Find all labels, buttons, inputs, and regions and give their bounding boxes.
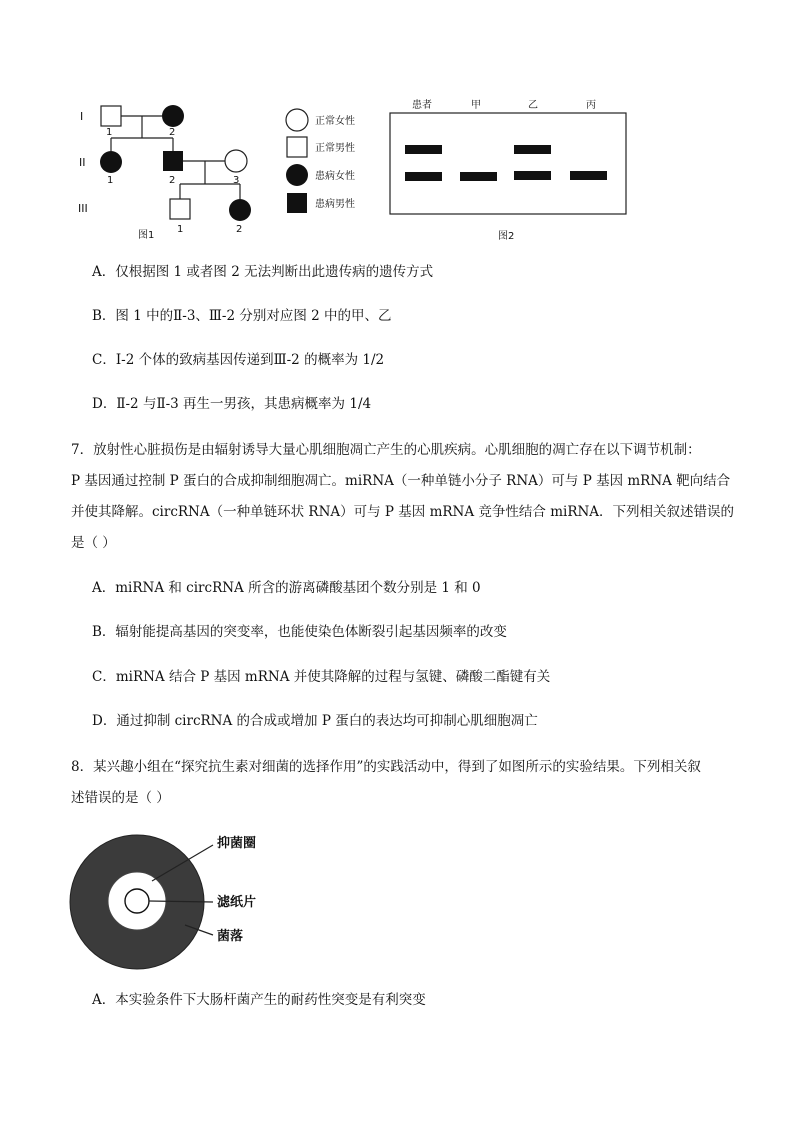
legend-affected-male-icon (287, 193, 307, 213)
pedigree-caption: 图1 (138, 230, 155, 241)
q8-stem-line-2: 述错误的是（ ） (71, 790, 170, 806)
pedigree-num-III-1: 1 (177, 224, 184, 235)
pedigree-III-1-normal-male (170, 199, 190, 219)
q7-stem-line-4: 是（ ） (71, 535, 116, 551)
legend-affected-female-icon (286, 164, 308, 186)
gel-band-yi-upper (514, 145, 551, 154)
pedigree-legend (286, 109, 355, 213)
q8-stem-line-1: 8．某兴趣小组在“探究抗生素对细菌的选择作用”的实践活动中，得到了如图所示的实验结果。下列相关叙 (71, 759, 701, 775)
gel-lane-label-bing: 丙 (586, 100, 596, 111)
pedigree-I-2-affected-female (162, 105, 184, 127)
pedigree-III-2-affected-female (229, 199, 251, 221)
gel-lane-label-jia: 甲 (471, 100, 481, 111)
q7-stem (71, 435, 734, 559)
q6-option-d: D．Ⅱ-2 与Ⅱ-3 再生一男孩，其患病概率为 1/4 (92, 396, 372, 412)
label-filter-paper: 滤纸片 (217, 895, 257, 910)
gel-frame (390, 113, 626, 214)
q7-stem-line-2: P 基因通过控制 P 蛋白的合成抑制细胞凋亡。miRNA（一种单链小分子 RNA）可与 P 基因 mRNA 靶向结合 (71, 473, 731, 489)
legend-affected-male-label: 患病男性 (315, 199, 355, 210)
q7-option-d: D．通过抑制 circRNA 的合成或增加 P 蛋白的表达均可抑制心肌细胞凋亡 (92, 713, 538, 729)
q7-option-a: A．miRNA 和 circRNA 所含的游离磷酸基团个数分别是 1 和 0 (92, 580, 481, 596)
gel-band-bing-lower (570, 171, 607, 180)
legend-normal-female-icon (286, 109, 308, 131)
pedigree-chart (78, 105, 251, 241)
legend-normal-female-label: 正常女性 (315, 116, 355, 127)
gel-lane-label-patient: 患者 (412, 100, 432, 111)
gel-band-patient-upper (405, 145, 442, 154)
pedigree-I-1-normal-male (101, 106, 121, 126)
q8-option-a: A．本实验条件下大肠杆菌产生的耐药性突变是有利突变 (92, 992, 426, 1008)
q7-option-c: C．miRNA 结合 P 基因 mRNA 并使其降解的过程与氢键、磷酸二酯键有关 (92, 669, 551, 685)
q7-option-b: B．辐射能提高基因的突变率，也能使染色体断裂引起基因频率的改变 (92, 624, 507, 640)
pedigree-num-II-1: 1 (107, 175, 114, 186)
gel-electrophoresis (390, 98, 626, 242)
q6-option-b: B．图 1 中的Ⅱ-3、Ⅲ-2 分别对应图 2 中的甲、乙 (92, 308, 392, 324)
q7-stem-line-1: 7．放射性心脏损伤是由辐射诱导大量心肌细胞凋亡产生的心肌疾病。心肌细胞的凋亡存在以下调节机制： (71, 442, 701, 458)
pedigree-num-I-2: 2 (169, 127, 176, 138)
gel-caption: 图2 (498, 231, 515, 242)
filter-paper-disc (125, 889, 149, 913)
pedigree-num-II-2: 2 (169, 175, 176, 186)
pedigree-num-III-2: 2 (236, 224, 243, 235)
gel-lane-label-yi: 乙 (528, 100, 538, 111)
label-inhibition-zone: 抑菌圈 (217, 836, 257, 851)
q7-stem-line-3: 并使其降解。circRNA（一种单链环状 RNA）可与 P 基因 mRNA 竞争性结合 miRNA．下列相关叙述错误的 (71, 504, 735, 520)
q8-stem (71, 752, 701, 814)
generation-label-III: III (78, 202, 88, 215)
generation-label-I: I (80, 110, 84, 123)
pedigree-II-1-affected-female (100, 151, 122, 173)
legend-affected-female-label: 患病女性 (315, 171, 355, 182)
gel-band-yi-lower (514, 171, 551, 180)
petri-dish-diagram (70, 835, 256, 969)
pedigree-II-2-affected-male (163, 151, 183, 171)
gel-band-jia-lower (460, 172, 497, 181)
pedigree-num-II-3: 3 (233, 175, 240, 186)
gel-band-patient-lower (405, 172, 442, 181)
label-colony: 菌落 (217, 929, 244, 944)
q6-option-c: C．Ⅰ-2 个体的致病基因传递到Ⅲ-2 的概率为 1/2 (92, 352, 385, 368)
pedigree-num-I-1: 1 (106, 127, 113, 138)
legend-normal-male-icon (287, 137, 307, 157)
legend-normal-male-label: 正常男性 (315, 143, 355, 154)
generation-label-II: II (79, 156, 86, 169)
pedigree-II-3-normal-female (225, 150, 247, 172)
q6-option-a: A．仅根据图 1 或者图 2 无法判断出此遗传病的遗传方式 (92, 264, 434, 280)
